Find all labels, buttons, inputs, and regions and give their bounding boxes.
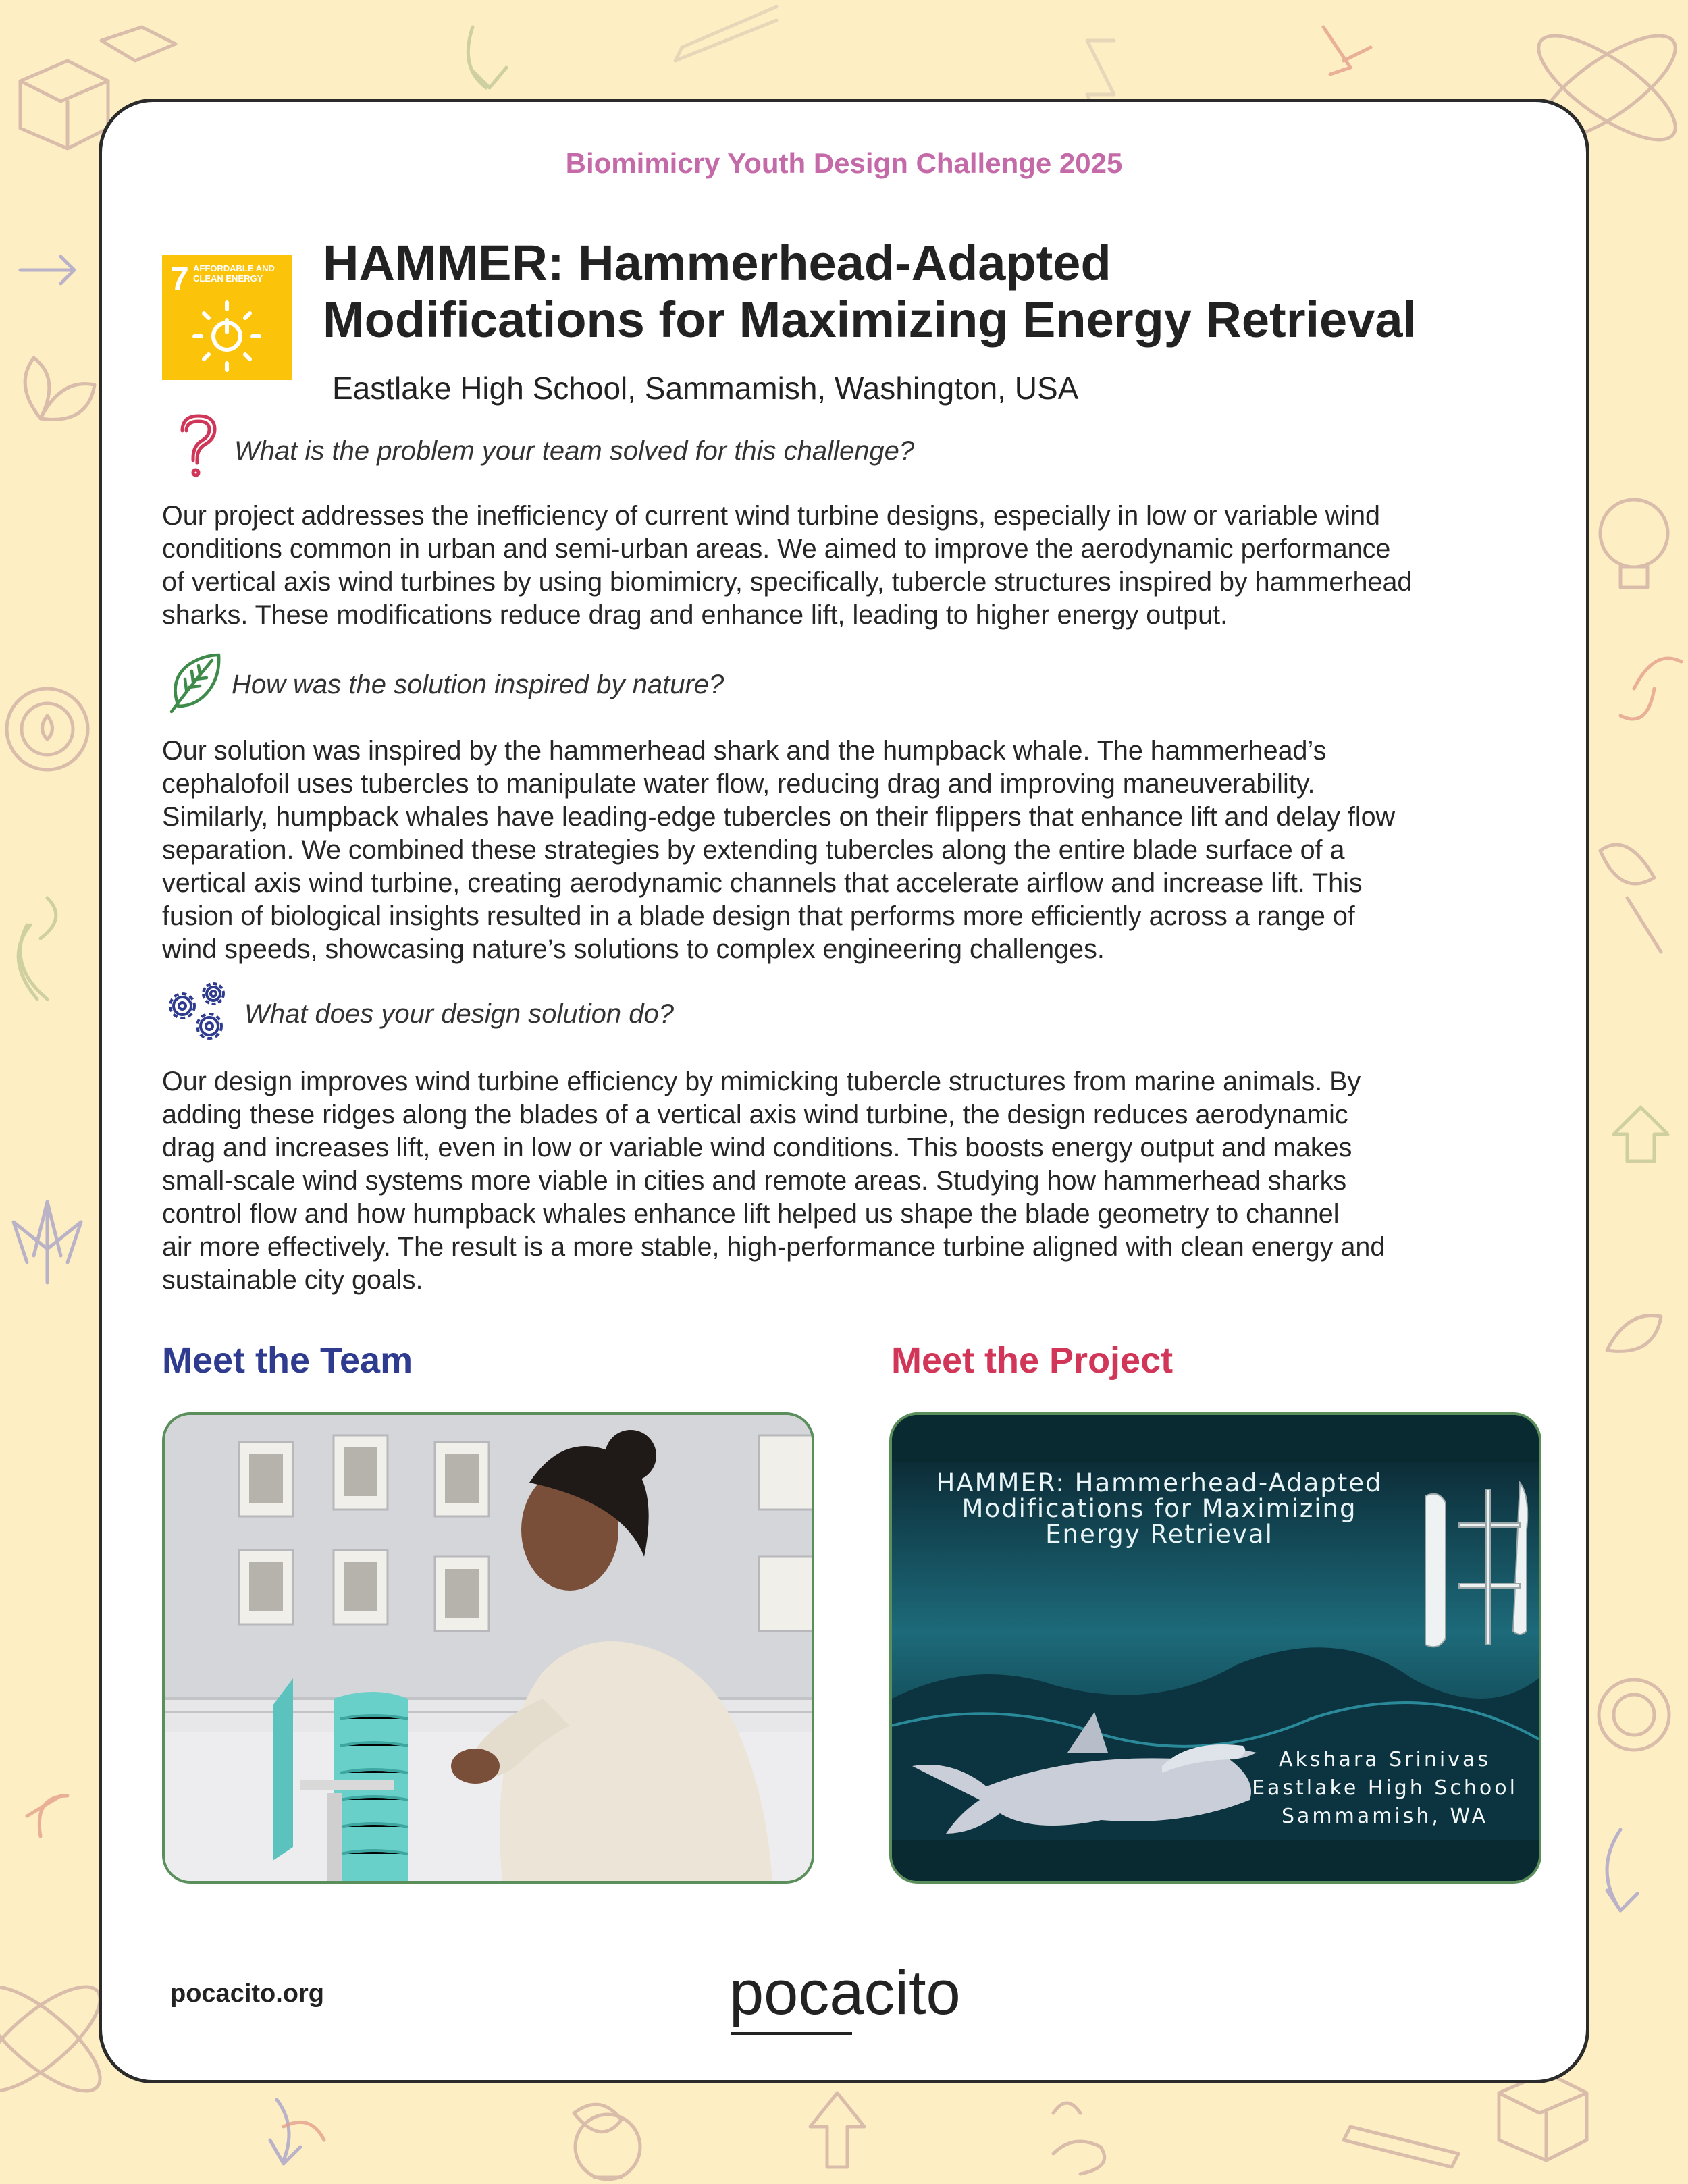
leaf-icon [169, 652, 223, 714]
project-title-line-2: Modifications for Maximizing Energy Retrieval [323, 292, 1417, 348]
question-inspiration: How was the solution inspired by nature? [232, 670, 724, 699]
video-title-line-2: Modifications for Maximizing [961, 1494, 1357, 1523]
answer-design [162, 1065, 1539, 1297]
question-mark-icon [177, 413, 219, 478]
team-photo-illustration [165, 1415, 812, 1881]
video-title-line-3: Energy Retrieval [1045, 1520, 1273, 1549]
video-title-line-1: HAMMER: Hammerhead-Adapted [936, 1468, 1383, 1497]
question-design: What does your design solution do? [244, 999, 674, 1029]
answer-line: small-scale wind systems more viable in cities and remote areas. Studying how hammerhead sharks [162, 1166, 1347, 1196]
answer-problem [162, 500, 1539, 632]
project-title [323, 235, 1565, 348]
project-title-line-1: HAMMER: Hammerhead-Adapted [323, 235, 1111, 291]
answer-line: Similarly, humpback whales have leading-edge tubercles on their flippers that enhance lift and delay flow [162, 802, 1396, 832]
video-title [903, 1470, 1416, 1547]
credit-name: Akshara Srinivas [1278, 1748, 1491, 1772]
team-photo[interactable] [162, 1412, 814, 1884]
answer-line: Our project addresses the inefficiency of current wind turbine designs, especially in low or variable wind [162, 501, 1381, 531]
answer-inspiration [162, 735, 1539, 966]
answer-line: air more effectively. The result is a more stable, high-performance turbine aligned with clean energy and [162, 1232, 1386, 1262]
project-video[interactable] [889, 1412, 1541, 1884]
power-sun-icon [189, 297, 265, 373]
gears-icon [162, 979, 232, 1044]
answer-line: sharks. These modifications reduce drag and enhance lift, leading to higher energy output. [162, 600, 1228, 630]
answer-line: Our design improves wind turbine efficiency by mimicking tubercle structures from marine animals. By [162, 1067, 1361, 1096]
answer-line: vertical axis wind turbine, creating aerodynamic channels that accelerate airflow and increase lift. This [162, 868, 1363, 898]
answer-line: fusion of biological insights resulted in a blade design that performs more efficiently across a range of [162, 901, 1355, 931]
pocacito-logo: pocacito [729, 1959, 961, 2027]
answer-line: of vertical axis wind turbines by using biomimicry, specifically, tubercle structures inspired by hammerhead [162, 567, 1413, 597]
meet-project-heading: Meet the Project [891, 1340, 1173, 1381]
school-name: Eastlake High School, Sammamish, Washington, USA [332, 371, 1079, 406]
answer-line: separation. We combined these strategies by extending tubercles along the entire blade surface of a [162, 835, 1345, 865]
meet-team-heading: Meet the Team [162, 1340, 413, 1381]
logo-underline [731, 2032, 852, 2035]
answer-line: control flow and how humpback whales enhance lift helped us shape the blade geometry to channel [162, 1199, 1340, 1229]
credit-location: Sammamish, WA [1281, 1805, 1489, 1828]
event-title: Biomimicry Youth Design Challenge 2025 [565, 147, 1123, 179]
answer-line: sustainable city goals. [162, 1265, 423, 1295]
sdg-badge [162, 255, 292, 380]
answer-line: cephalofoil uses tubercles to manipulate water flow, reducing drag and improving maneuverability. [162, 769, 1315, 799]
sdg-number: 7 [170, 260, 189, 298]
answer-line: drag and increases lift, even in low or variable wind conditions. This boosts energy output and makes [162, 1133, 1352, 1163]
answer-line: adding these ridges along the blades of a vertical axis wind turbine, the design reduces aerodynamic [162, 1100, 1348, 1129]
answer-line: conditions common in urban and semi-urban areas. We aimed to improve the aerodynamic performance [162, 534, 1391, 564]
question-problem: What is the problem your team solved for this challenge? [234, 436, 915, 466]
video-credits [1236, 1746, 1533, 1831]
answer-line: Our solution was inspired by the hammerhead shark and the humpback whale. The hammerhead’s [162, 736, 1327, 766]
footer-url[interactable]: pocacito.org [170, 1979, 325, 2008]
sdg-label: AFFORDABLE AND CLEAN ENERGY [193, 263, 275, 284]
answer-line: wind speeds, showcasing nature’s solutions to complex engineering challenges. [162, 934, 1105, 964]
credit-school: Eastlake High School [1252, 1776, 1518, 1800]
